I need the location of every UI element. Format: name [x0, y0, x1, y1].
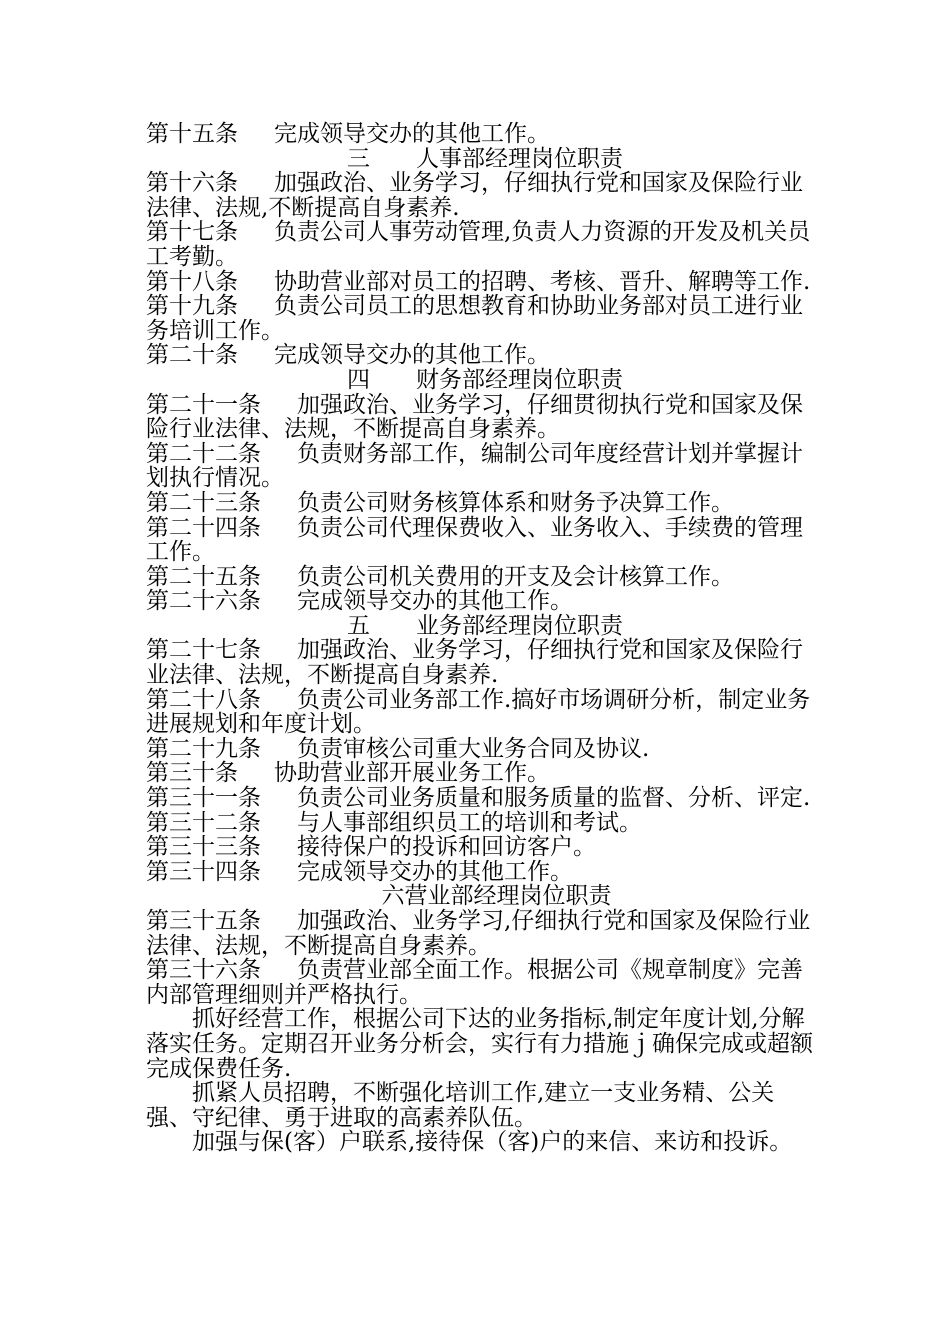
- article-16: [146, 171, 814, 220]
- article-20: [146, 343, 814, 368]
- article-text: 加强政治、业务学习，仔细执行党和国家及保险行业法律、法规，不断提高自身素养.: [146, 637, 803, 689]
- article-number: 第十九条: [146, 293, 238, 320]
- article-21: [146, 393, 814, 442]
- article-number: 第二十四条: [146, 514, 261, 541]
- article-18: [146, 270, 814, 295]
- article-text: 负责公司代理保费收入、业务收入、手续费的管理工作。: [146, 514, 803, 566]
- article-text: 负责公司业务部工作.搞好市场调研分析，制定业务进展规划和年度计划。: [146, 686, 811, 738]
- article-number: 第二十七条: [146, 637, 261, 664]
- article-27: [146, 638, 814, 687]
- article-text: 与人事部组织员工的培训和考试。: [297, 809, 642, 836]
- article-text: 负责财务部工作，编制公司年度经营计划并掌握计划执行情况。: [146, 440, 803, 492]
- article-text: 协助营业部对员工的招聘、考核、晋升、解聘等工作.: [274, 268, 811, 295]
- article-17: [146, 220, 814, 269]
- article-text: 加强政治、业务学习,仔细执行党和国家及保险行业法律、法规，不断提高自身素养。: [146, 908, 811, 959]
- article-text: 负责公司员工的思想教育和协助业务部对员工进行业务培训工作。: [146, 293, 803, 344]
- article-number: 第三十六条: [146, 957, 261, 984]
- section-title-sales: 六营业部经理岗位职责: [358, 883, 612, 910]
- article-text: 加强政治、业务学习，仔细贯彻执行党和国家及保险行业法律、法规，不断提高自身素养。: [146, 391, 803, 443]
- article-19: [146, 294, 814, 343]
- article-33: [146, 835, 814, 860]
- article-number: 第二十条: [146, 342, 238, 369]
- article-text: 完成领导交办的其他工作。: [297, 858, 573, 885]
- article-number: 第三十四条: [146, 858, 261, 885]
- article-36: [146, 958, 814, 1007]
- article-31: [146, 786, 814, 811]
- paragraph-client-contact: 加强与保(客）户联系,接待保（客)户的来信、来访和投诉。: [192, 1129, 793, 1156]
- article-text: 完成领导交办的其他工作。: [274, 342, 550, 369]
- article-text: 负责公司财务核算体系和财务予决算工作。: [297, 489, 734, 516]
- section-title-business: 五 业务部经理岗位职责: [347, 612, 623, 639]
- section-title-hr: 三 人事部经理岗位职责: [347, 145, 623, 172]
- article-24: [146, 516, 814, 565]
- article-number: 第二十八条: [146, 686, 261, 713]
- document-page: [146, 122, 814, 1155]
- article-number: 第三十二条: [146, 809, 261, 836]
- article-28: [146, 688, 814, 737]
- section-title-finance: 四 财务部经理岗位职责: [347, 366, 623, 393]
- article-number: 第二十九条: [146, 735, 261, 762]
- article-number: 第二十五条: [146, 563, 261, 590]
- article-number: 第三十条: [146, 760, 238, 787]
- article-text: 协助营业部开展业务工作。: [274, 760, 550, 787]
- article-29: [146, 737, 814, 762]
- article-text: 负责营业部全面工作。根据公司《规章制度》完善内部管理细则并严格执行。: [146, 957, 803, 1008]
- article-number: 第十七条: [146, 219, 238, 246]
- article-25: [146, 565, 814, 590]
- article-number: 第三十五条: [146, 908, 261, 934]
- article-text: 负责公司人事劳动管理,负责人力资源的开发及机关员工考勤。: [146, 219, 811, 270]
- article-number: 第二十三条: [146, 489, 261, 516]
- article-number: 第三十一条: [146, 785, 261, 812]
- article-number: 第二十二条: [146, 440, 261, 467]
- article-number: 第二十一条: [146, 391, 261, 418]
- article-text: 负责公司机关费用的开支及会计核算工作。: [297, 563, 734, 590]
- article-number: 第三十三条: [146, 834, 261, 861]
- article-26: [146, 589, 814, 614]
- article-number: 第二十六条: [146, 588, 261, 615]
- article-text: 接待保户的投诉和回访客户。: [297, 834, 596, 861]
- paragraph-recruitment: 抓紧人员招聘，不断强化培训工作,建立一支业务精、公关强、守纪律、勇于进取的高素养队伍。: [146, 1080, 775, 1131]
- article-number: 第十五条: [146, 121, 238, 147]
- article-text: 负责审核公司重大业务合同及协议.: [297, 735, 650, 762]
- article-32: [146, 811, 814, 836]
- article-34: [146, 860, 814, 885]
- article-number: 第十六条: [146, 170, 238, 197]
- article-text: 完成领导交办的其他工作。: [297, 588, 573, 615]
- article-text: 完成领导交办的其他工作。: [274, 121, 550, 147]
- article-30: [146, 761, 814, 786]
- paragraph-operations: 抓好经营工作，根据公司下达的业务指标,制定年度计划,分解落实任务。定期召开业务分析会，实行有力措施ｊ确保完成或超额完成保费任务.: [146, 1006, 813, 1082]
- article-15: [146, 122, 814, 147]
- article-text: 负责公司业务质量和服务质量的监督、分析、评定.: [297, 785, 811, 812]
- article-35: [146, 909, 814, 958]
- article-text: 加强政治、业务学习，仔细执行党和国家及保险行业法律、法规,不断提高自身素养.: [146, 170, 803, 221]
- article-23: [146, 491, 814, 516]
- article-number: 第十八条: [146, 268, 238, 295]
- article-22: [146, 442, 814, 491]
